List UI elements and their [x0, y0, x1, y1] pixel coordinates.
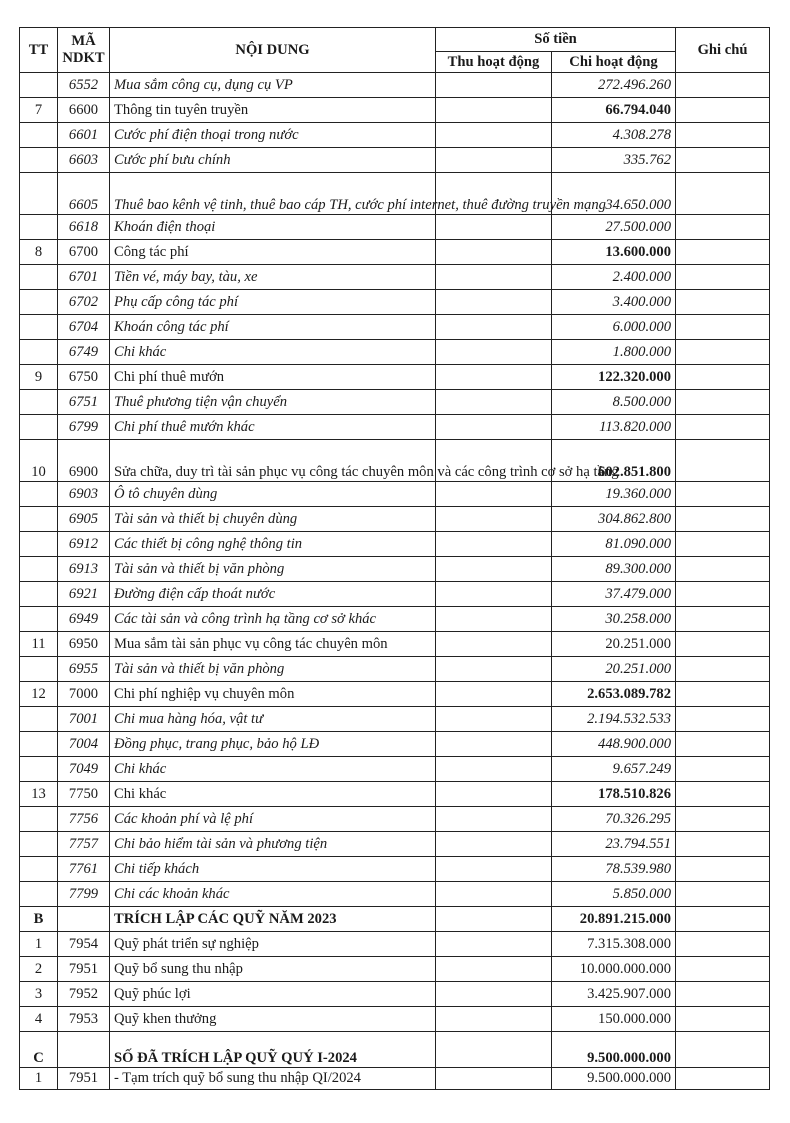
row-code: 6749 [58, 340, 110, 365]
row-tt: 4 [20, 1007, 58, 1032]
table-row [20, 365, 770, 390]
row-content: Tài sản và thiết bị văn phòng [110, 657, 436, 682]
table-row [20, 240, 770, 265]
row-tt [20, 832, 58, 857]
row-tt: 3 [20, 982, 58, 1007]
row-chi-hoat-dong: 3.400.000 [552, 290, 676, 315]
row-chi-hoat-dong: 113.820.000 [552, 415, 676, 440]
row-ghi-chu [676, 782, 770, 807]
table-row [20, 390, 770, 415]
row-code: 7000 [58, 682, 110, 707]
row-ghi-chu [676, 657, 770, 682]
row-ghi-chu [676, 957, 770, 982]
row-content: Chi phí thuê mướn khác [110, 415, 436, 440]
row-thu-hoat-dong [436, 290, 552, 315]
row-chi-hoat-dong: 81.090.000 [552, 532, 676, 557]
row-content: Tiền vé, máy bay, tàu, xe [110, 265, 436, 290]
row-ghi-chu [676, 365, 770, 390]
row-content: Quỹ khen thưởng [110, 1007, 436, 1032]
row-content: Đường điện cấp thoát nước [110, 582, 436, 607]
row-code: 6903 [58, 482, 110, 507]
row-code: 6603 [58, 148, 110, 173]
row-thu-hoat-dong [436, 482, 552, 507]
row-tt [20, 73, 58, 98]
row-chi-hoat-dong: 27.500.000 [552, 215, 676, 240]
row-tt: 11 [20, 632, 58, 657]
row-ghi-chu [676, 1007, 770, 1032]
row-content: - Tạm trích quỹ bổ sung thu nhập QI/2024 [110, 1068, 436, 1090]
header-ma-ndkt [58, 28, 110, 73]
row-content: Quỹ bổ sung thu nhập [110, 957, 436, 982]
table-row [20, 807, 770, 832]
row-content: Chi mua hàng hóa, vật tư [110, 707, 436, 732]
row-chi-hoat-dong: 272.496.260 [552, 73, 676, 98]
table-row [20, 682, 770, 707]
table-row [20, 507, 770, 532]
row-content: Tài sản và thiết bị văn phòng [110, 557, 436, 582]
row-code: 6600 [58, 98, 110, 123]
row-chi-hoat-dong: 178.510.826 [552, 782, 676, 807]
row-tt [20, 173, 58, 215]
table-row [20, 148, 770, 173]
row-content: Chi khác [110, 757, 436, 782]
row-chi-hoat-dong: 3.425.907.000 [552, 982, 676, 1007]
row-thu-hoat-dong [436, 807, 552, 832]
row-tt [20, 882, 58, 907]
row-ghi-chu [676, 290, 770, 315]
row-chi-hoat-dong: 34.650.000 [552, 173, 676, 215]
header-thu-hoat-dong: Thu hoạt động [436, 52, 552, 73]
row-code: 6702 [58, 290, 110, 315]
row-thu-hoat-dong [436, 390, 552, 415]
row-ghi-chu [676, 607, 770, 632]
row-content: TRÍCH LẬP CÁC QUỸ NĂM 2023 [110, 907, 436, 932]
table-row [20, 832, 770, 857]
row-code: 7004 [58, 732, 110, 757]
row-thu-hoat-dong [436, 1068, 552, 1090]
row-thu-hoat-dong [436, 882, 552, 907]
row-thu-hoat-dong [436, 557, 552, 582]
row-chi-hoat-dong: 2.400.000 [552, 265, 676, 290]
row-ghi-chu [676, 632, 770, 657]
row-chi-hoat-dong: 78.539.980 [552, 857, 676, 882]
row-code: 6949 [58, 607, 110, 632]
row-chi-hoat-dong: 1.800.000 [552, 340, 676, 365]
row-code: 6700 [58, 240, 110, 265]
row-ghi-chu [676, 832, 770, 857]
row-thu-hoat-dong [436, 415, 552, 440]
row-content: Cước phí điện thoại trong nước [110, 123, 436, 148]
row-content: Chi khác [110, 782, 436, 807]
row-ghi-chu [676, 707, 770, 732]
row-content: Các thiết bị công nghệ thông tin [110, 532, 436, 557]
row-chi-hoat-dong: 9.657.249 [552, 757, 676, 782]
row-code: 7756 [58, 807, 110, 832]
row-code: 6950 [58, 632, 110, 657]
row-chi-hoat-dong: 448.900.000 [552, 732, 676, 757]
header-ma-line1: MÃ [71, 33, 96, 50]
row-chi-hoat-dong: 150.000.000 [552, 1007, 676, 1032]
row-tt: 9 [20, 365, 58, 390]
row-thu-hoat-dong [436, 123, 552, 148]
row-content: Thuê bao kênh vệ tinh, thuê bao cáp TH, cước phí internet, thuê đường truyền mạng [110, 173, 436, 215]
table-row [20, 582, 770, 607]
row-content: Thuê phương tiện vận chuyển [110, 390, 436, 415]
row-code: 7049 [58, 757, 110, 782]
row-tt [20, 757, 58, 782]
row-code: 7953 [58, 1007, 110, 1032]
row-thu-hoat-dong [436, 532, 552, 557]
row-chi-hoat-dong: 10.000.000.000 [552, 957, 676, 982]
row-thu-hoat-dong [436, 607, 552, 632]
table-row [20, 882, 770, 907]
row-ghi-chu [676, 173, 770, 215]
table-row [20, 98, 770, 123]
row-chi-hoat-dong: 30.258.000 [552, 607, 676, 632]
row-thu-hoat-dong [436, 340, 552, 365]
row-tt [20, 482, 58, 507]
row-tt [20, 807, 58, 832]
row-chi-hoat-dong: 20.251.000 [552, 632, 676, 657]
row-ghi-chu [676, 315, 770, 340]
row-tt [20, 507, 58, 532]
row-thu-hoat-dong [436, 907, 552, 932]
row-thu-hoat-dong [436, 265, 552, 290]
header-ma-line2: NDKT [62, 50, 105, 66]
row-chi-hoat-dong: 6.000.000 [552, 315, 676, 340]
table-row [20, 732, 770, 757]
row-ghi-chu [676, 682, 770, 707]
table-row [20, 1068, 770, 1090]
row-thu-hoat-dong [436, 315, 552, 340]
row-content: Chi phí nghiệp vụ chuyên môn [110, 682, 436, 707]
row-code: 6552 [58, 73, 110, 98]
row-ghi-chu [676, 340, 770, 365]
table-row [20, 957, 770, 982]
row-code: 7951 [58, 957, 110, 982]
row-code: 6601 [58, 123, 110, 148]
row-code: 7951 [58, 1068, 110, 1090]
table-row [20, 265, 770, 290]
row-tt [20, 148, 58, 173]
row-code: 7954 [58, 932, 110, 957]
row-code: 7001 [58, 707, 110, 732]
row-thu-hoat-dong [436, 240, 552, 265]
row-tt: C [20, 1032, 58, 1068]
row-ghi-chu [676, 857, 770, 882]
row-thu-hoat-dong [436, 98, 552, 123]
row-tt [20, 532, 58, 557]
table-row [20, 757, 770, 782]
row-ghi-chu [676, 907, 770, 932]
row-chi-hoat-dong: 20.891.215.000 [552, 907, 676, 932]
table-row [20, 73, 770, 98]
row-tt: 1 [20, 1068, 58, 1090]
row-thu-hoat-dong [436, 365, 552, 390]
row-code: 6704 [58, 315, 110, 340]
row-ghi-chu [676, 415, 770, 440]
row-tt: 7 [20, 98, 58, 123]
row-content: Khoán công tác phí [110, 315, 436, 340]
table-row [20, 173, 770, 215]
row-ghi-chu [676, 807, 770, 832]
row-thu-hoat-dong [436, 1007, 552, 1032]
row-chi-hoat-dong: 304.862.800 [552, 507, 676, 532]
row-content: Sửa chữa, duy trì tài sản phục vụ công tác chuyên môn và các công trình cơ sở hạ tầng [110, 440, 436, 482]
row-ghi-chu [676, 148, 770, 173]
row-content: Chi khác [110, 340, 436, 365]
row-chi-hoat-dong: 23.794.551 [552, 832, 676, 857]
row-content: Đồng phục, trang phục, bảo hộ LĐ [110, 732, 436, 757]
table-row [20, 857, 770, 882]
row-ghi-chu [676, 390, 770, 415]
row-code: 6618 [58, 215, 110, 240]
row-tt [20, 215, 58, 240]
table-row [20, 1032, 770, 1068]
row-tt [20, 315, 58, 340]
table-row [20, 123, 770, 148]
row-tt: 2 [20, 957, 58, 982]
row-thu-hoat-dong [436, 957, 552, 982]
row-ghi-chu [676, 757, 770, 782]
row-chi-hoat-dong: 9.500.000.000 [552, 1068, 676, 1090]
row-ghi-chu [676, 123, 770, 148]
row-code: 6900 [58, 440, 110, 482]
row-chi-hoat-dong: 602.851.800 [552, 440, 676, 482]
row-content: SỐ ĐÃ TRÍCH LẬP QUỸ QUÝ I-2024 [110, 1032, 436, 1068]
row-code: 7757 [58, 832, 110, 857]
row-tt [20, 390, 58, 415]
row-content: Quỹ phúc lợi [110, 982, 436, 1007]
row-thu-hoat-dong [436, 215, 552, 240]
row-chi-hoat-dong: 37.479.000 [552, 582, 676, 607]
header-tt: TT [20, 28, 58, 73]
row-ghi-chu [676, 240, 770, 265]
row-tt: 13 [20, 782, 58, 807]
row-chi-hoat-dong: 19.360.000 [552, 482, 676, 507]
row-content: Mua sắm tài sản phục vụ công tác chuyên môn [110, 632, 436, 657]
table-row [20, 215, 770, 240]
row-tt: 12 [20, 682, 58, 707]
row-code: 6921 [58, 582, 110, 607]
row-chi-hoat-dong: 7.315.308.000 [552, 932, 676, 957]
row-tt [20, 707, 58, 732]
row-chi-hoat-dong: 4.308.278 [552, 123, 676, 148]
row-content: Các khoản phí và lệ phí [110, 807, 436, 832]
row-ghi-chu [676, 482, 770, 507]
row-thu-hoat-dong [436, 682, 552, 707]
row-chi-hoat-dong: 2.194.532.533 [552, 707, 676, 732]
row-tt: 1 [20, 932, 58, 957]
row-ghi-chu [676, 932, 770, 957]
table-row [20, 340, 770, 365]
row-code: 6750 [58, 365, 110, 390]
row-code: 6955 [58, 657, 110, 682]
row-thu-hoat-dong [436, 757, 552, 782]
row-ghi-chu [676, 265, 770, 290]
row-ghi-chu [676, 1032, 770, 1068]
row-code [58, 907, 110, 932]
row-tt [20, 557, 58, 582]
row-thu-hoat-dong [436, 582, 552, 607]
row-thu-hoat-dong [436, 832, 552, 857]
row-code: 7952 [58, 982, 110, 1007]
row-thu-hoat-dong [436, 707, 552, 732]
table-row [20, 482, 770, 507]
row-content: Các tài sản và công trình hạ tầng cơ sở khác [110, 607, 436, 632]
header-noi-dung: NỘI DUNG [110, 28, 436, 73]
row-tt [20, 123, 58, 148]
row-code: 6905 [58, 507, 110, 532]
row-thu-hoat-dong [436, 657, 552, 682]
row-tt [20, 415, 58, 440]
row-code: 6913 [58, 557, 110, 582]
row-thu-hoat-dong [436, 932, 552, 957]
row-ghi-chu [676, 507, 770, 532]
row-ghi-chu [676, 732, 770, 757]
row-ghi-chu [676, 440, 770, 482]
row-thu-hoat-dong [436, 73, 552, 98]
row-content: Quỹ phát triển sự nghiệp [110, 932, 436, 957]
row-chi-hoat-dong: 122.320.000 [552, 365, 676, 390]
table-row [20, 1007, 770, 1032]
row-chi-hoat-dong: 9.500.000.000 [552, 1032, 676, 1068]
row-chi-hoat-dong: 2.653.089.782 [552, 682, 676, 707]
row-tt: 8 [20, 240, 58, 265]
row-thu-hoat-dong [436, 1032, 552, 1068]
row-content: Chi tiếp khách [110, 857, 436, 882]
row-ghi-chu [676, 215, 770, 240]
row-tt: B [20, 907, 58, 932]
row-chi-hoat-dong: 335.762 [552, 148, 676, 173]
row-thu-hoat-dong [436, 857, 552, 882]
row-code: 7799 [58, 882, 110, 907]
row-tt [20, 340, 58, 365]
row-tt [20, 265, 58, 290]
row-code: 6605 [58, 173, 110, 215]
row-ghi-chu [676, 982, 770, 1007]
row-content: Công tác phí [110, 240, 436, 265]
row-code [58, 1032, 110, 1068]
row-chi-hoat-dong: 13.600.000 [552, 240, 676, 265]
row-tt [20, 607, 58, 632]
header-so-tien: Số tiền [436, 28, 676, 52]
header-ghi-chu: Ghi chú [676, 28, 770, 73]
table-row [20, 557, 770, 582]
row-tt [20, 582, 58, 607]
row-content: Chi các khoản khác [110, 882, 436, 907]
table-row [20, 290, 770, 315]
row-chi-hoat-dong: 5.850.000 [552, 882, 676, 907]
row-thu-hoat-dong [436, 632, 552, 657]
row-ghi-chu [676, 557, 770, 582]
row-code: 6912 [58, 532, 110, 557]
row-chi-hoat-dong: 20.251.000 [552, 657, 676, 682]
row-content: Chi phí thuê mướn [110, 365, 436, 390]
table-row [20, 440, 770, 482]
row-thu-hoat-dong [436, 982, 552, 1007]
table-row [20, 607, 770, 632]
row-thu-hoat-dong [436, 507, 552, 532]
row-thu-hoat-dong [436, 732, 552, 757]
row-thu-hoat-dong [436, 148, 552, 173]
table-row [20, 632, 770, 657]
row-content: Thông tin tuyên truyền [110, 98, 436, 123]
row-content: Tài sản và thiết bị chuyên dùng [110, 507, 436, 532]
table-row [20, 982, 770, 1007]
row-chi-hoat-dong: 66.794.040 [552, 98, 676, 123]
header-chi-hoat-dong: Chi hoạt động [552, 52, 676, 73]
row-chi-hoat-dong: 70.326.295 [552, 807, 676, 832]
table-row [20, 415, 770, 440]
row-code: 7761 [58, 857, 110, 882]
row-content: Cước phí bưu chính [110, 148, 436, 173]
table-row [20, 657, 770, 682]
table-row [20, 907, 770, 932]
row-ghi-chu [676, 582, 770, 607]
row-code: 6751 [58, 390, 110, 415]
table-row [20, 707, 770, 732]
row-content: Ô tô chuyên dùng [110, 482, 436, 507]
row-content: Phụ cấp công tác phí [110, 290, 436, 315]
row-code: 7750 [58, 782, 110, 807]
table-row [20, 782, 770, 807]
row-thu-hoat-dong [436, 782, 552, 807]
row-tt [20, 657, 58, 682]
row-tt [20, 290, 58, 315]
table-body [20, 73, 770, 1090]
row-ghi-chu [676, 73, 770, 98]
row-code: 6799 [58, 415, 110, 440]
expense-report-table [19, 27, 770, 1090]
row-tt [20, 732, 58, 757]
table-row [20, 315, 770, 340]
table-row [20, 932, 770, 957]
row-tt: 10 [20, 440, 58, 482]
row-content: Mua sắm công cụ, dụng cụ VP [110, 73, 436, 98]
row-ghi-chu [676, 1068, 770, 1090]
row-content: Khoán điện thoại [110, 215, 436, 240]
row-chi-hoat-dong: 89.300.000 [552, 557, 676, 582]
row-code: 6701 [58, 265, 110, 290]
row-ghi-chu [676, 882, 770, 907]
row-ghi-chu [676, 532, 770, 557]
row-tt [20, 857, 58, 882]
row-chi-hoat-dong: 8.500.000 [552, 390, 676, 415]
row-content: Chi bảo hiểm tài sản và phương tiện [110, 832, 436, 857]
row-ghi-chu [676, 98, 770, 123]
table-row [20, 532, 770, 557]
